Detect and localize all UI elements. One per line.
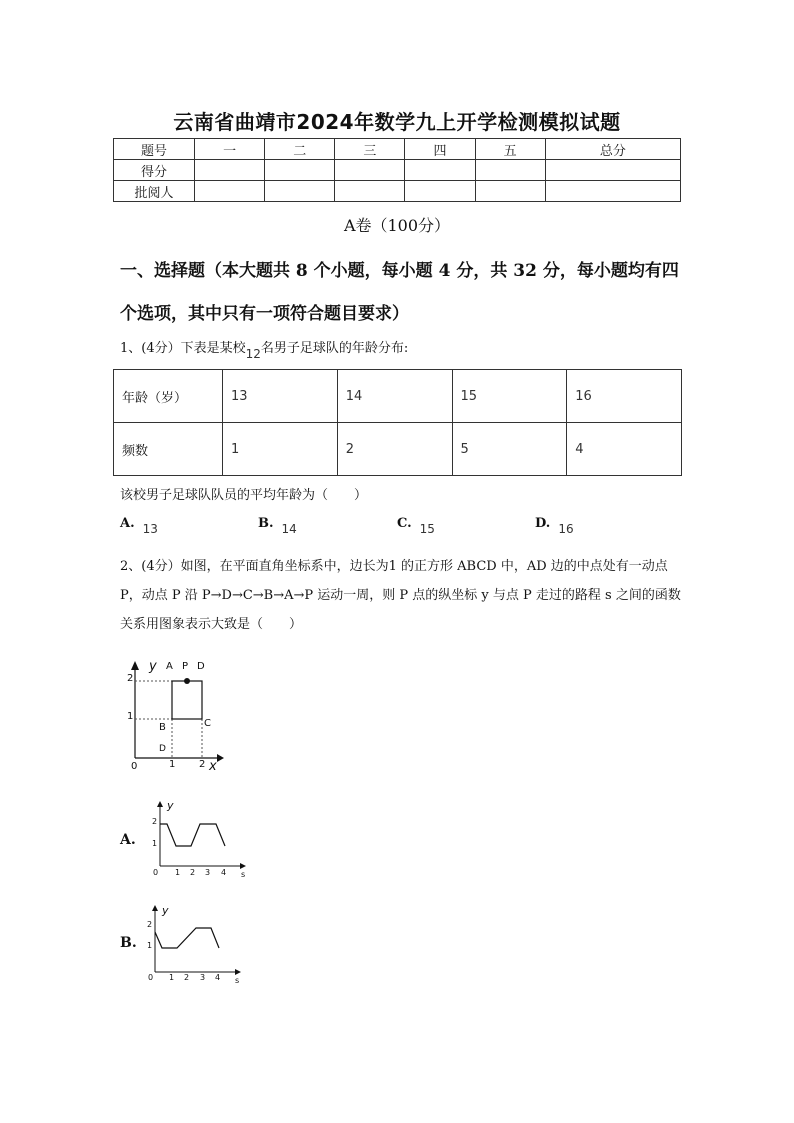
reviewer-cell[interactable] (335, 181, 405, 202)
point-p (184, 678, 190, 684)
frequency-row-label: 频数 (114, 423, 223, 476)
y-tick: 1 (147, 941, 153, 950)
y-axis-label: y (167, 799, 174, 812)
header-cell: 五 (475, 139, 545, 160)
score-cell[interactable] (545, 160, 680, 181)
age-row-label: 年龄（岁） (114, 370, 223, 423)
label-a: A (166, 661, 173, 672)
q1-option-a[interactable]: A. 13 (120, 516, 158, 536)
y-tick: 2 (127, 673, 134, 684)
y-axis-arrow (157, 801, 163, 807)
q1-option-b[interactable]: B. 14 (258, 516, 297, 536)
age-cell: 14 (337, 370, 452, 423)
option-b-polyline (155, 928, 219, 948)
option-b-graph[interactable] (140, 900, 250, 984)
y-axis-label: y (162, 904, 169, 917)
x-tick: 3 (200, 973, 206, 982)
q1-option-d[interactable]: D. 16 (535, 516, 574, 536)
header-cell: 三 (335, 139, 405, 160)
header-cell: 二 (265, 139, 335, 160)
label-c: C (204, 718, 211, 729)
x-tick: 4 (215, 973, 221, 982)
header-cell: 题号 (114, 139, 195, 160)
score-table (113, 138, 681, 202)
reviewer-cell[interactable] (195, 181, 265, 202)
x-tick: 1 (169, 973, 175, 982)
s-axis-label: s (241, 870, 246, 879)
reviewer-cell[interactable] (475, 181, 545, 202)
y-axis-arrow (152, 905, 158, 911)
frequency-cell: 2 (337, 423, 452, 476)
score-table-header (114, 139, 681, 160)
x-tick: 4 (221, 868, 227, 877)
q1-option-c[interactable]: C. 15 (397, 516, 435, 536)
row-label: 得分 (114, 160, 195, 181)
age-cell: 13 (223, 370, 338, 423)
score-cell[interactable] (475, 160, 545, 181)
frequency-cell: 4 (567, 423, 682, 476)
score-row (114, 160, 681, 181)
q1-number: 12 (245, 347, 261, 361)
square-figure (125, 655, 225, 775)
option-a-graph[interactable] (145, 798, 255, 880)
y-axis-arrow (131, 661, 139, 670)
label-d: D (197, 661, 205, 672)
score-cell[interactable] (405, 160, 475, 181)
age-distribution-table (113, 369, 682, 476)
y-tick: 1 (127, 711, 134, 722)
reviewer-cell[interactable] (545, 181, 680, 202)
reviewer-cell[interactable] (265, 181, 335, 202)
frequency-cell: 1 (223, 423, 338, 476)
question-2-stem: 2、(4分）如图，在平面直角坐标系中，边长为1 的正方形 ABCD 中，AD 边的中点处有一动点 P，动点 P 沿 P→D→C→B→A→P 运动一周，则 P 点的纵坐标 y 与点 P 走过的路程 s 之间的函数关系用图象表示大致是（ ） (120, 559, 681, 632)
age-row (114, 370, 682, 423)
question-1-stem (120, 337, 409, 361)
page-title: 云南省曲靖市2024年数学九上开学检测模拟试题 (173, 110, 621, 134)
y-tick: 2 (147, 920, 153, 929)
section-a-heading: A卷（100分） (343, 216, 451, 235)
header-cell: 总分 (545, 139, 680, 160)
label-d-lower: D (159, 744, 166, 754)
reviewer-cell[interactable] (405, 181, 475, 202)
x-tick: 0 (148, 973, 154, 982)
x-tick: 2 (184, 973, 190, 982)
x-axis-label: x (209, 759, 217, 774)
s-axis-label: s (235, 976, 240, 984)
option-a-polyline (160, 824, 225, 846)
s-axis-arrow (240, 863, 246, 869)
x-tick: 3 (205, 868, 211, 877)
age-cell: 15 (452, 370, 567, 423)
x-tick: 2 (190, 868, 196, 877)
q2-option-b-label[interactable]: B. (120, 935, 137, 951)
y-tick: 1 (152, 839, 158, 848)
reviewer-row (114, 181, 681, 202)
frequency-cell: 5 (452, 423, 567, 476)
x-tick: 1 (169, 759, 176, 770)
x-tick: 0 (153, 868, 159, 877)
q1-prefix: 1、(4分）下表是某校 (120, 341, 246, 356)
q1-suffix: 名男子足球队的年龄分布: (260, 341, 409, 356)
label-b: B (159, 722, 166, 733)
origin-label: 0 (131, 761, 138, 772)
y-tick: 2 (152, 817, 158, 826)
part1-heading: 一、选择题（本大题共 8 个小题，每小题 4 分，共 32 分，每小题均有四个选项，其中只有一项符合题目要求） (120, 261, 679, 324)
score-cell[interactable] (335, 160, 405, 181)
row-label: 批阅人 (114, 181, 195, 202)
label-p: P (182, 661, 189, 672)
score-cell[interactable] (265, 160, 335, 181)
square-abcd (172, 681, 202, 719)
header-cell: 四 (405, 139, 475, 160)
question-1-prompt: 该校男子足球队队员的平均年龄为（ ） (120, 488, 368, 503)
s-axis-arrow (235, 969, 241, 975)
header-cell: 一 (195, 139, 265, 160)
q2-option-a-label[interactable]: A. (120, 832, 136, 848)
x-tick: 2 (199, 759, 206, 770)
x-tick: 1 (175, 868, 181, 877)
frequency-row (114, 423, 682, 476)
x-axis-arrow (217, 754, 224, 762)
y-axis-label: y (149, 659, 157, 674)
age-cell: 16 (567, 370, 682, 423)
score-cell[interactable] (195, 160, 265, 181)
